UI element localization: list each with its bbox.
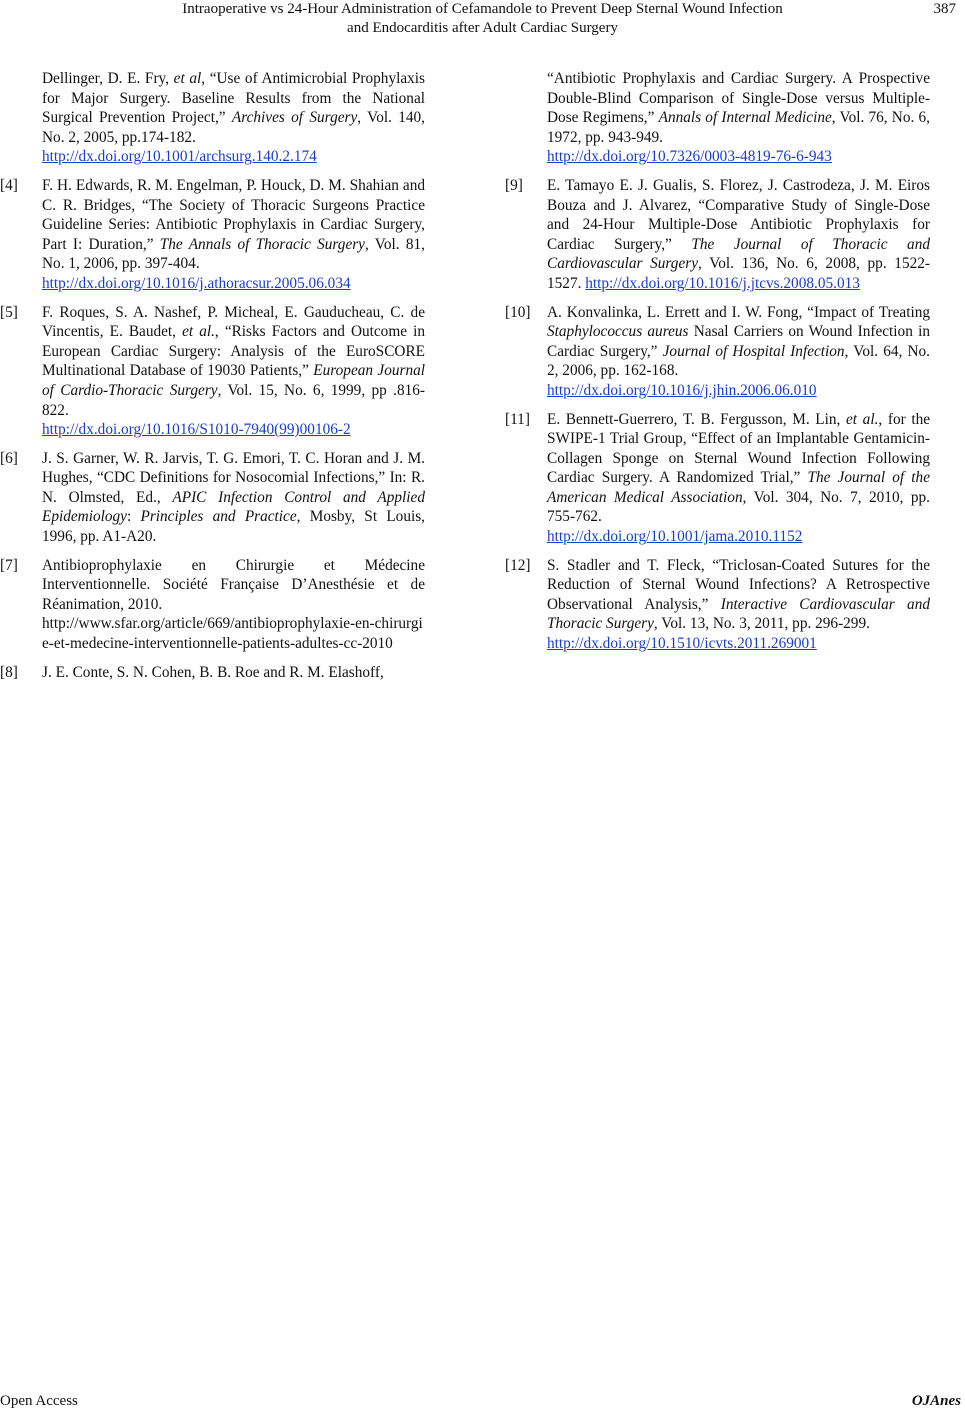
- reference-text: F. H. Edwards, R. M. Engelman, P. Houck, D. M. Shahian and C. R. Bridges, “The Society of Thoracic Surgeons Practice Guideline Series: Antibiotic Prophylaxis in Cardiac Surgery, Part I: Duration,” The Annals of Thoracic Surgery, Vol. 81, No. 1, 2006, pp. 397-404. http://dx.doi.org/10.1016/j.athoracsur.2005.06.034: [42, 176, 425, 292]
- running-header: [0, 0, 965, 44]
- journal-abbreviation: OJAnes: [911, 1393, 961, 1409]
- reference-text: J. E. Conte, S. N. Cohen, B. B. Roe and R. M. Elashoff,: [42, 663, 384, 681]
- reference-9: [505, 176, 930, 294]
- reference-text: J. S. Garner, W. R. Jarvis, T. G. Emori, T. C. Horan and J. M. Hughes, “CDC Definitions for Nosocomial Infections,” In: R. N. Olmsted, Ed., APIC Infection Control and Applied Epidemiology: Principles and Practice, Mosby, St Louis, 1996, pp. A1-A20.: [42, 449, 425, 546]
- running-title-line-2: and Endocarditis after Adult Cardiac Surgery: [347, 20, 618, 36]
- reference-3-continued: [0, 69, 425, 167]
- reference-number: [7]: [0, 556, 18, 574]
- reference-text: S. Stadler and T. Fleck, “Triclosan-Coated Sutures for the Reduction of Sternal Wound Infections? A Retrospective Observational Analysis,” Interactive Cardiovascular and Thoracic Surgery, Vol. 13, No. 3, 2011, pp. 296-299. http://dx.doi.org/10.1510/icvts.2011.269001: [547, 556, 931, 653]
- doi-link[interactable]: http://dx.doi.org/10.1016/j.jhin.2006.06.010: [547, 381, 817, 399]
- reference-number: [5]: [0, 303, 18, 321]
- reference-7: [0, 556, 425, 654]
- reference-text: “Antibiotic Prophylaxis and Cardiac Surgery. A Prospective Double-Blind Comparison of Single-Dose versus Multiple-Dose Regimens,” Annals of Internal Medicine, Vol. 76, No. 6, 1972, pp. 943-949. http://dx.doi.org/10.7326/0003-4819-76-6-943: [547, 70, 930, 166]
- reference-text: E. Bennett-Guerrero, T. B. Fergusson, M. Lin, et al., for the SWIPE-1 Trial Group, “Effect of an Implantable Gentamicin-Collagen Sponge on Sternal Wound Infection Following Cardiac Surgery. A Randomized Trial,” The Journal of the American Medical Association, Vol. 304, No. 7, 2010, pp. 755-762. http://dx.doi.org/10.1001/jama.2010.1152: [547, 410, 931, 546]
- reference-number: [11]: [505, 410, 530, 428]
- references-left-column: [0, 69, 425, 691]
- reference-number: [4]: [0, 176, 18, 194]
- reference-text: A. Konvalinka, L. Errett and I. W. Fong, “Impact of Treating Staphylococcus aureus Nasal Carriers on Wound Infection in Cardiac Surgery,” Journal of Hospital Infection, Vol. 64, No. 2, 2006, pp. 162-168. http://dx.doi.org/10.1016/j.jhin.2006.06.010: [547, 303, 930, 399]
- reference-12: [505, 556, 930, 654]
- page-number: 387: [933, 1, 956, 17]
- doi-link[interactable]: http://dx.doi.org/10.1016/S1010-7940(99)00106-2: [42, 421, 351, 439]
- reference-number: [9]: [505, 176, 523, 194]
- doi-link[interactable]: http://dx.doi.org/10.1510/icvts.2011.269001: [547, 635, 817, 653]
- reference-5: [0, 303, 425, 440]
- running-title-line-1: Intraoperative vs 24-Hour Administration of Cefamandole to Prevent Deep Sternal Wound Infection: [182, 1, 783, 17]
- reference-11: [505, 410, 930, 547]
- reference-8-continued: [505, 69, 930, 167]
- reference-text: F. Roques, S. A. Nashef, P. Micheal, E. Gauducheau, C. de Vincentis, E. Baudet, et al., “Risks Factors and Outcome in European Cardiac Surgery: Analysis of the EuroSCORE Multinational Database of 19030 Patients,” European Journal of Cardio-Thoracic Surgery, Vol. 15, No. 6, 1999, pp .816-822. http://dx.doi.org/10.1016/S1010-7940(99)00106-2: [42, 303, 425, 439]
- reference-number: [10]: [505, 303, 531, 321]
- doi-link[interactable]: http://dx.doi.org/10.1001/jama.2010.1152: [547, 528, 803, 546]
- reference-number: [6]: [0, 449, 18, 467]
- doi-link[interactable]: http://dx.doi.org/10.1016/j.athoracsur.2005.06.034: [42, 274, 351, 292]
- reference-text: Antibioprophylaxie en Chirurgie et Médecine Interventionnelle. Société Française D’Anesthésie et de Réanimation, 2010. http://www.sfar.org/article/669/antibioprophylaxie-en-chirurgie-et-medecine-interventionnelle-patients-adultes-cc-2010: [42, 556, 425, 653]
- page-footer: [0, 1393, 965, 1414]
- open-access-label: Open Access: [0, 1393, 78, 1409]
- reference-6: [0, 449, 425, 547]
- reference-number: [12]: [505, 556, 531, 574]
- reference-10: [505, 303, 930, 401]
- reference-number: [8]: [0, 663, 18, 681]
- reference-text: E. Tamayo E. J. Gualis, S. Florez, J. Castrodeza, J. M. Eiros Bouza and J. Alvarez, “Comparative Study of Single-Dose and 24-Hour Multiple-Dose Antibiotic Prophylaxis for Cardiac Surgery,” The Journal of Thoracic and Cardiovascular Surgery, Vol. 136, No. 6, 2008, pp. 1522-1527. http://dx.doi.org/10.1016/j.jtcvs.2008.05.013: [547, 176, 930, 292]
- web-address[interactable]: http://www.sfar.org/article/669/antibioprophylaxie-en-chirurgie-et-medecine-interventionnelle-patients-adultes-cc-2010: [42, 615, 423, 653]
- doi-link[interactable]: http://dx.doi.org/10.1016/j.jtcvs.2008.05.013: [585, 274, 860, 292]
- reference-4: [0, 176, 425, 294]
- references-right-column: [505, 69, 930, 663]
- doi-link[interactable]: http://dx.doi.org/10.7326/0003-4819-76-6-943: [547, 148, 832, 166]
- reference-8: [0, 663, 425, 683]
- doi-link[interactable]: http://dx.doi.org/10.1001/archsurg.140.2.174: [42, 148, 317, 166]
- reference-text: Dellinger, D. E. Fry, et al, “Use of Antimicrobial Prophylaxis for Major Surgery. Baseline Results from the National Surgical Prevention Project,” Archives of Surgery, Vol. 140, No. 2, 2005, pp.174-182. http://dx.doi.org/10.1001/archsurg.140.2.174: [42, 70, 426, 166]
